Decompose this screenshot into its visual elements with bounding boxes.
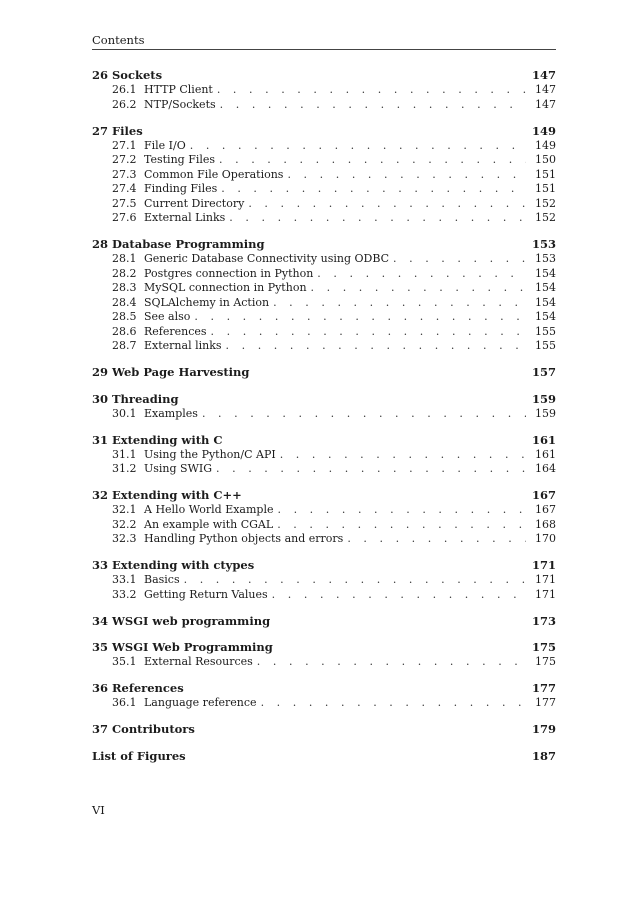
toc-chapter <box>92 391 556 422</box>
chapter-entry[interactable] <box>92 391 556 407</box>
section-title: External Resources <box>144 655 253 668</box>
chapter-page: 159 <box>531 391 556 406</box>
chapter-title: WSGI web programming <box>112 613 271 628</box>
section-title: Common File Operations <box>144 167 284 181</box>
chapter-entry[interactable] <box>92 721 556 737</box>
chapter-title: Files <box>112 123 143 138</box>
section-title: See also <box>144 310 191 323</box>
chapter-page: 173 <box>531 613 556 628</box>
chapter-page: 161 <box>531 432 556 447</box>
section-page: 155 <box>535 324 556 338</box>
dot-leader <box>347 532 526 547</box>
dot-leader <box>248 197 526 212</box>
section-number: 26.1 <box>112 83 137 96</box>
section-page: 147 <box>535 97 556 111</box>
dot-leader <box>317 267 526 282</box>
chapter-number: 27 <box>92 123 109 138</box>
section-entry[interactable] <box>92 588 556 603</box>
section-entry[interactable] <box>92 211 556 226</box>
section-number: 33.1 <box>112 573 137 586</box>
dot-leader <box>261 696 526 711</box>
chapter-entry[interactable] <box>92 557 556 573</box>
dot-leader <box>226 339 526 354</box>
section-title: Handling Python objects and errors <box>144 532 344 545</box>
toc-chapter <box>92 557 556 602</box>
section-page: 155 <box>535 339 556 352</box>
section-page: 167 <box>535 503 556 516</box>
section-entry[interactable] <box>92 655 556 670</box>
chapter-title: Sockets <box>112 68 163 82</box>
dot-leader <box>216 462 526 477</box>
section-page: 154 <box>535 295 556 309</box>
chapter-title: List of Figures <box>92 748 186 763</box>
section-entry[interactable] <box>92 168 556 183</box>
chapter-entry[interactable] <box>92 748 556 764</box>
section-entry[interactable] <box>92 310 556 325</box>
section-number: 28.1 <box>112 252 137 265</box>
dot-leader <box>211 325 526 340</box>
section-number: 31.1 <box>112 447 137 461</box>
section-page: 152 <box>535 211 556 224</box>
section-page: 151 <box>535 182 556 195</box>
chapter-page: 187 <box>531 748 556 763</box>
section-entry[interactable] <box>92 448 556 463</box>
dot-leader <box>229 211 526 226</box>
dot-leader <box>219 153 526 168</box>
chapter-entry[interactable] <box>92 364 556 380</box>
chapter-page: 157 <box>531 365 556 379</box>
section-title: File I/O <box>144 138 186 152</box>
chapter-number: 33 <box>92 558 109 572</box>
section-entry[interactable] <box>92 252 556 267</box>
section-title: Finding Files <box>144 182 218 195</box>
section-number: 28.6 <box>112 324 137 338</box>
chapter-page: 175 <box>531 640 556 654</box>
section-title: SQLAlchemy in Action <box>144 295 270 309</box>
toc-chapter <box>92 432 556 477</box>
chapter-number: 31 <box>92 432 109 447</box>
chapter-number: 34 <box>92 613 109 628</box>
toc-chapter <box>92 639 556 670</box>
section-title: Using SWIG <box>144 462 213 475</box>
dot-leader <box>280 448 526 463</box>
dot-leader <box>257 655 526 670</box>
section-entry[interactable] <box>92 139 556 154</box>
page-number: VI <box>92 803 105 817</box>
section-page: 168 <box>535 517 556 531</box>
section-page: 150 <box>535 153 556 166</box>
chapter-title: Extending with C <box>112 432 223 447</box>
section-entry[interactable] <box>92 296 556 311</box>
toc-chapter <box>92 721 556 737</box>
dot-leader <box>221 182 526 197</box>
chapter-page: 171 <box>531 558 556 572</box>
chapter-entry[interactable] <box>92 236 556 252</box>
section-title: External Links <box>144 211 226 224</box>
section-number: 30.1 <box>112 406 137 420</box>
chapter-entry[interactable] <box>92 613 556 629</box>
chapter-title: Web Page Harvesting <box>112 365 250 379</box>
section-number: 27.5 <box>112 196 137 210</box>
chapter-number: 35 <box>92 640 109 654</box>
section-number: 33.2 <box>112 587 137 601</box>
dot-leader <box>217 83 526 98</box>
chapter-number: 36 <box>92 681 109 695</box>
toc-chapter <box>92 613 556 629</box>
section-number: 28.7 <box>112 339 137 352</box>
dot-leader <box>278 503 527 518</box>
section-page: 171 <box>535 587 556 601</box>
section-page: 171 <box>535 573 556 586</box>
dot-leader <box>311 281 526 296</box>
section-number: 32.1 <box>112 503 137 516</box>
chapter-title: Database Programming <box>112 237 265 251</box>
section-title: MySQL connection in Python <box>144 281 307 294</box>
chapter-number: 30 <box>92 391 109 406</box>
section-title: Examples <box>144 406 198 420</box>
section-page: 175 <box>535 655 556 668</box>
section-number: 26.2 <box>112 97 137 111</box>
dot-leader <box>220 98 526 113</box>
section-title: References <box>144 324 207 338</box>
running-header: Contents <box>92 33 145 47</box>
chapter-number: 37 <box>92 722 109 736</box>
dot-leader <box>393 252 526 267</box>
section-title: Basics <box>144 573 180 586</box>
section-title: Using the Python/C API <box>144 447 276 461</box>
section-entry[interactable] <box>92 197 556 212</box>
section-number: 27.4 <box>112 182 137 195</box>
chapter-page: 179 <box>531 722 556 736</box>
section-entry[interactable] <box>92 83 556 98</box>
section-page: 149 <box>535 138 556 152</box>
toc-chapter <box>92 680 556 711</box>
section-number: 28.3 <box>112 281 137 294</box>
section-page: 152 <box>535 196 556 210</box>
section-title: Getting Return Values <box>144 587 268 601</box>
chapter-entry[interactable] <box>92 432 556 448</box>
section-page: 154 <box>535 281 556 294</box>
section-page: 161 <box>535 447 556 461</box>
section-page: 147 <box>535 83 556 96</box>
section-entry[interactable] <box>92 573 556 588</box>
section-number: 31.2 <box>112 462 137 475</box>
section-entry[interactable] <box>92 503 556 518</box>
section-title: Postgres connection in Python <box>144 266 314 280</box>
section-number: 32.3 <box>112 532 137 545</box>
section-title: Current Directory <box>144 196 245 210</box>
section-number: 27.2 <box>112 153 137 166</box>
toc-chapter <box>92 67 556 112</box>
table-of-contents <box>92 67 556 774</box>
section-title: NTP/Sockets <box>144 97 216 111</box>
section-entry[interactable] <box>92 98 556 113</box>
section-number: 27.3 <box>112 167 137 181</box>
toc-chapter <box>92 123 556 226</box>
dot-leader <box>272 588 526 603</box>
chapter-title: References <box>112 681 184 695</box>
toc-chapter <box>92 236 556 354</box>
section-entry[interactable] <box>92 518 556 533</box>
section-entry[interactable] <box>92 153 556 168</box>
section-title: An example with CGAL <box>144 517 274 531</box>
section-entry[interactable] <box>92 339 556 354</box>
chapter-number: 32 <box>92 488 109 502</box>
chapter-title: Contributors <box>112 722 195 736</box>
section-entry[interactable] <box>92 407 556 422</box>
section-number: 27.1 <box>112 138 137 152</box>
section-title: A Hello World Example <box>144 503 274 516</box>
chapter-page: 177 <box>531 681 556 695</box>
section-entry[interactable] <box>92 696 556 711</box>
chapter-page: 153 <box>531 237 556 251</box>
chapter-number: 29 <box>92 365 109 379</box>
dot-leader <box>190 139 526 154</box>
section-title: External links <box>144 339 222 352</box>
section-page: 170 <box>535 532 556 545</box>
dot-leader <box>184 573 526 588</box>
chapter-page: 149 <box>531 123 556 138</box>
chapter-page: 167 <box>531 488 556 502</box>
dot-leader <box>273 296 526 311</box>
section-title: Language reference <box>144 696 257 709</box>
chapter-entry[interactable] <box>92 487 556 503</box>
section-entry[interactable] <box>92 462 556 477</box>
toc-chapter <box>92 487 556 547</box>
dot-leader <box>202 407 526 422</box>
section-page: 159 <box>535 406 556 420</box>
chapter-entry[interactable] <box>92 680 556 696</box>
section-number: 28.2 <box>112 266 137 280</box>
section-page: 177 <box>535 696 556 709</box>
section-number: 28.4 <box>112 295 137 309</box>
section-entry[interactable] <box>92 281 556 296</box>
chapter-title: Extending with ctypes <box>112 558 255 572</box>
chapter-title: Extending with C++ <box>112 488 242 502</box>
dot-leader <box>194 310 526 325</box>
section-number: 35.1 <box>112 655 137 668</box>
section-number: 28.5 <box>112 310 137 323</box>
toc-chapter <box>92 364 556 380</box>
section-entry[interactable] <box>92 182 556 197</box>
section-title: Testing Files <box>144 153 216 166</box>
section-page: 164 <box>535 462 556 475</box>
dot-leader <box>287 168 526 183</box>
chapter-entry[interactable] <box>92 67 556 83</box>
toc-chapter <box>92 748 556 764</box>
section-title: Generic Database Connectivity using ODBC <box>144 252 390 265</box>
section-page: 154 <box>535 310 556 323</box>
chapter-number: 28 <box>92 237 109 251</box>
chapter-title: Threading <box>112 391 179 406</box>
chapter-entry[interactable] <box>92 123 556 139</box>
section-number: 36.1 <box>112 696 137 709</box>
section-number: 27.6 <box>112 211 137 224</box>
dot-leader <box>277 518 526 533</box>
section-number: 32.2 <box>112 517 137 531</box>
section-page: 154 <box>535 266 556 280</box>
section-page: 153 <box>535 252 556 265</box>
chapter-entry[interactable] <box>92 639 556 655</box>
section-entry[interactable] <box>92 532 556 547</box>
section-entry[interactable] <box>92 325 556 340</box>
chapter-title: WSGI Web Programming <box>112 640 273 654</box>
header-rule <box>92 49 556 50</box>
section-page: 151 <box>535 167 556 181</box>
section-title: HTTP Client <box>144 83 213 96</box>
section-entry[interactable] <box>92 267 556 282</box>
chapter-page: 147 <box>531 68 556 82</box>
chapter-number: 26 <box>92 68 109 82</box>
